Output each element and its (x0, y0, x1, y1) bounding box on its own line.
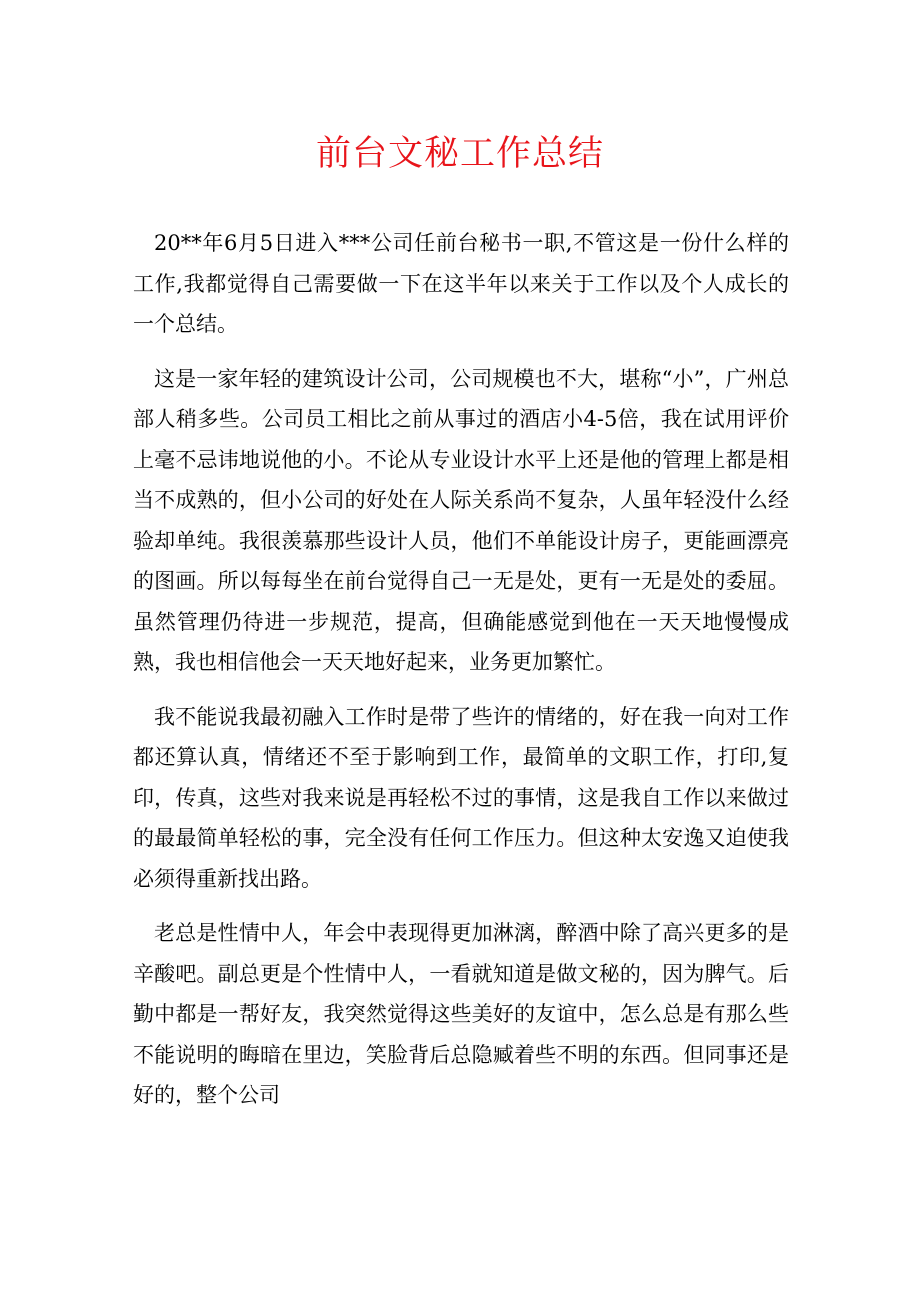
paragraph-3: 我不能说我最初融入工作时是带了些许的情绪的，好在我一向对工作都还算认真，情绪还不至于影响到工作，最简单的文职工作，打印,复印，传真，这些对我来说是再轻松不过的事情，这是我自工作以来做过的最最简单轻松的事，完全没有任何工作压力。但这种太安逸又迫使我必须得重新找出路。 (133, 704, 789, 891)
document-body (133, 223, 789, 1130)
document-title: 前台文秘工作总结 (315, 134, 604, 174)
paragraph-2: 这是一家年轻的建筑设计公司，公司规模也不大，堪称“小”，广州总部人稍多些。公司员工相比之前从事过的酒店小4-5倍，我在试用评价上毫不忌讳地说他的小。不论从专业设计水平上还是他的管理上都是相当不成熟的，但小公司的好处在人际关系尚不复杂，人虽年轻没什么经验却单纯。我很羡慕那些设计人员，他们不单能设计房子，更能画漂亮的图画。所以每每坐在前台觉得自己一无是处，更有一无是处的委屈。虽然管理仍待进一步规范，提高，但确能感觉到他在一天天地慢慢成熟，我也相信他会一天天地好起来，业务更加繁忙。 (133, 366, 789, 674)
paragraph-4: 老总是性情中人，年会中表现得更加淋漓，醉酒中除了高兴更多的是辛酸吧。副总更是个性情中人，一看就知道是做文秘的，因为脾气。后勤中都是一帮好友，我突然觉得这些美好的友谊中，怎么总是有那么些不能说明的晦暗在里边，笑脸背后总隐臧着些不明的东西。但同事还是好的，整个公司 (133, 921, 789, 1107)
paragraph-1: 20**年6月5日进入***公司任前台秘书一职,不管这是一份什么样的工作,我都觉得自己需要做一下在这半年以来关于工作以及个人成长的一个总结。 (133, 231, 789, 336)
